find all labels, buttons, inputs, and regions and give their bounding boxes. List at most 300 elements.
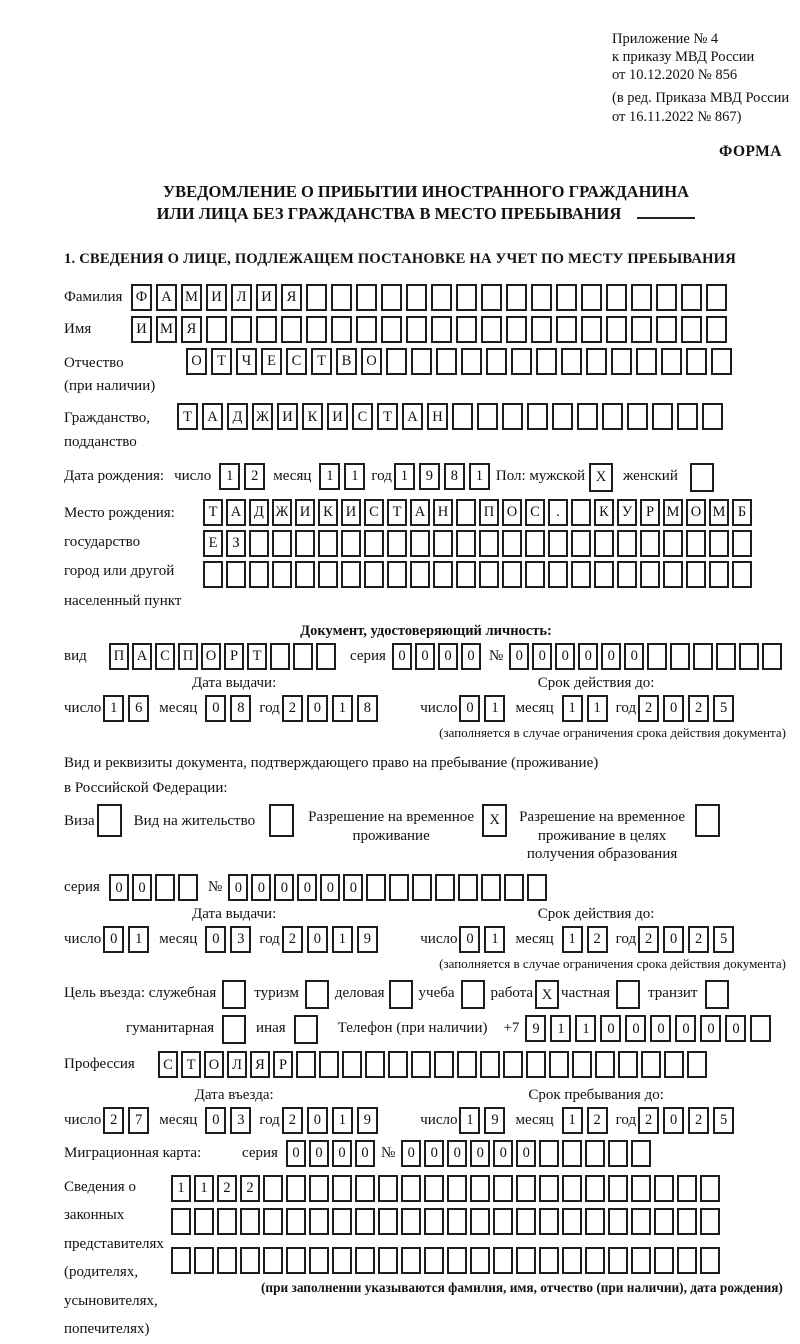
form-cell: 9 — [525, 1015, 546, 1042]
identity-doc-heading: Документ, удостоверяющий личность: — [300, 622, 552, 639]
form-cell: 1 — [484, 926, 505, 953]
form-cell — [536, 348, 557, 375]
form-cell — [606, 284, 627, 311]
form-cell: 1 — [128, 926, 149, 953]
form-cell: И — [206, 284, 227, 311]
form-cell — [656, 316, 677, 343]
form-cell: 8 — [444, 463, 465, 490]
form-cell — [611, 348, 632, 375]
appendix-line-3: от 10.12.2020 № 856 — [612, 67, 738, 84]
appendix-header — [612, 30, 790, 161]
residence-valid-month-cells — [562, 926, 608, 953]
legal-reps-row-1-cells — [171, 1175, 720, 1202]
doc-number-label: № — [488, 647, 504, 664]
residence-doc-dates — [64, 905, 788, 972]
year-label: год — [259, 699, 280, 716]
form-cell: X — [589, 463, 613, 492]
form-cell: М — [156, 316, 177, 343]
form-cell — [504, 874, 524, 901]
stay-until-block — [404, 1086, 788, 1134]
form-cell — [461, 348, 482, 375]
temp-residence-permit-line-1: Разрешение на временное — [308, 808, 475, 825]
form-cell — [269, 804, 294, 837]
form-cell — [693, 643, 713, 670]
form-cell: 1 — [103, 695, 124, 722]
form-cell — [585, 1208, 605, 1235]
birth-place-row-2-cells — [203, 530, 752, 557]
form-cell — [316, 643, 336, 670]
form-cell — [652, 403, 673, 430]
form-cell — [617, 561, 637, 588]
form-cell — [594, 530, 614, 557]
form-cell — [456, 530, 476, 557]
form-cell — [341, 530, 361, 557]
form-cell — [677, 1247, 697, 1274]
form-cell — [194, 1247, 214, 1274]
form-cell — [406, 316, 427, 343]
form-cell — [381, 316, 402, 343]
edu-residence-permit-line-1: Разрешение на временное — [519, 808, 686, 825]
purpose-transit-label: транзит — [648, 985, 698, 1002]
legal-reps-section — [64, 1173, 788, 1344]
legal-reps-label — [64, 1173, 171, 1344]
form-cell — [240, 1208, 260, 1235]
stay-year-cells — [638, 1107, 734, 1134]
form-cell — [486, 348, 507, 375]
residence-validity-note: (заполняется в случае ограничения срока действия документа) — [439, 955, 786, 971]
form-cell: 2 — [282, 695, 303, 722]
form-cell: 0 — [493, 1140, 513, 1167]
form-cell — [686, 561, 706, 588]
form-cell — [293, 643, 313, 670]
identity-valid-year-cells — [638, 695, 734, 722]
form-cell — [461, 980, 485, 1009]
form-cell: Я — [281, 284, 302, 311]
form-cell: 0 — [132, 874, 152, 901]
form-cell: 0 — [625, 1015, 646, 1042]
form-cell — [479, 530, 499, 557]
day-label: число — [420, 1111, 458, 1128]
form-cell — [479, 561, 499, 588]
form-cell: Д — [249, 499, 269, 526]
form-cell: 1 — [469, 463, 490, 490]
phone-prefix: +7 — [503, 1020, 520, 1037]
form-cell — [556, 284, 577, 311]
form-cell — [531, 316, 552, 343]
form-cell: Т — [377, 403, 398, 430]
form-cell: О — [361, 348, 382, 375]
form-cell — [681, 284, 702, 311]
sex-female-label: женский — [623, 467, 678, 484]
form-cell — [456, 316, 477, 343]
form-cell: А — [202, 403, 223, 430]
patronymic-cells — [186, 348, 732, 375]
form-cell: 7 — [128, 1107, 149, 1134]
identity-issue-day-cells — [103, 695, 149, 722]
phone-cells — [525, 1015, 771, 1042]
form-cell — [458, 874, 478, 901]
form-cell — [171, 1247, 191, 1274]
form-cell: 5 — [713, 695, 734, 722]
form-cell: 0 — [332, 1140, 352, 1167]
sex-male-checkbox — [589, 463, 613, 492]
form-cell — [332, 1247, 352, 1274]
form-cell — [531, 284, 552, 311]
entry-year-cells — [282, 1107, 378, 1134]
birth-date-label: Дата рождения: — [64, 467, 165, 484]
form-cell: О — [502, 499, 522, 526]
form-cell — [677, 1175, 697, 1202]
form-cell — [305, 980, 329, 1009]
form-cell — [525, 561, 545, 588]
birth-day-label: число — [174, 467, 212, 484]
form-cell: Т — [181, 1051, 201, 1078]
citizenship-label — [64, 403, 177, 454]
form-cell — [318, 561, 338, 588]
form-cell — [663, 561, 683, 588]
form-cell: К — [302, 403, 323, 430]
form-cell: А — [132, 643, 152, 670]
form-cell — [222, 980, 246, 1009]
form-cell: В — [336, 348, 357, 375]
form-cell — [525, 530, 545, 557]
form-cell — [406, 284, 427, 311]
stay-until-heading: Срок пребывания до: — [528, 1087, 664, 1104]
form-cell: С — [155, 643, 175, 670]
form-cell: Л — [227, 1051, 247, 1078]
identity-issue-heading: Дата выдачи: — [192, 674, 277, 691]
form-cell: П — [109, 643, 129, 670]
form-cell — [527, 403, 548, 430]
form-cell: И — [341, 499, 361, 526]
form-cell — [750, 1015, 771, 1042]
form-cell: 0 — [205, 926, 226, 953]
form-cell — [631, 1247, 651, 1274]
form-cell — [706, 284, 727, 311]
form-cell: Л — [231, 284, 252, 311]
identity-issue-year-cells — [282, 695, 378, 722]
form-cell — [705, 980, 729, 1009]
form-cell — [627, 403, 648, 430]
form-cell — [331, 316, 352, 343]
form-cell — [433, 530, 453, 557]
form-cell: 0 — [205, 1107, 226, 1134]
form-cell: Я — [181, 316, 202, 343]
form-cell: 5 — [713, 1107, 734, 1134]
form-cell — [571, 499, 591, 526]
form-cell: М — [181, 284, 202, 311]
surname-label: Фамилия — [64, 288, 123, 305]
form-title-line-1: УВЕДОМЛЕНИЕ О ПРИБЫТИИ ИНОСТРАННОГО ГРАЖДАНИНА — [162, 182, 690, 201]
form-cell: А — [410, 499, 430, 526]
form-cell — [700, 1175, 720, 1202]
form-cell — [355, 1175, 375, 1202]
form-cell — [716, 643, 736, 670]
form-cell — [586, 348, 607, 375]
legal-reps-label-line-1: Сведения о — [64, 1178, 136, 1195]
residence-valid-block — [404, 905, 788, 972]
form-cell — [681, 316, 702, 343]
form-cell — [503, 1051, 523, 1078]
form-cell: 0 — [700, 1015, 721, 1042]
entry-purpose-row-1 — [64, 980, 788, 1009]
form-cell — [356, 316, 377, 343]
residence-doc-intro-line-2: в Российской Федерации: — [64, 780, 228, 797]
form-cell — [178, 874, 198, 901]
purpose-business-checkbox — [389, 980, 413, 1009]
form-cell: 0 — [309, 1140, 329, 1167]
form-cell — [424, 1247, 444, 1274]
form-cell: 1 — [332, 695, 353, 722]
form-cell — [502, 403, 523, 430]
form-cell: Т — [387, 499, 407, 526]
form-cell — [306, 316, 327, 343]
appendix-line-1: Приложение № 4 — [612, 31, 719, 47]
form-cell — [171, 1208, 191, 1235]
form-cell: 0 — [424, 1140, 444, 1167]
migration-card-label: Миграционная карта: — [64, 1144, 202, 1161]
purpose-study-checkbox — [461, 980, 485, 1009]
form-cell: 2 — [240, 1175, 260, 1202]
migration-number-label: № — [380, 1144, 396, 1161]
month-label: месяц — [515, 699, 554, 716]
form-cell — [341, 561, 361, 588]
legal-reps-label-line-6: попечителях) — [64, 1321, 150, 1338]
profession-cells — [158, 1051, 707, 1078]
form-cell: 1 — [575, 1015, 596, 1042]
purpose-private-label: частная — [561, 985, 611, 1002]
day-label: число — [64, 699, 102, 716]
form-cell — [595, 1051, 615, 1078]
form-cell — [387, 561, 407, 588]
birth-month-cells — [319, 463, 365, 490]
year-label: год — [615, 930, 637, 947]
form-cell: 0 — [459, 926, 480, 953]
form-cell — [686, 348, 707, 375]
form-cell — [663, 530, 683, 557]
form-cell — [356, 284, 377, 311]
residence-doc-intro — [64, 751, 788, 802]
form-cell: 0 — [392, 643, 412, 670]
doc-series-label: серия — [350, 647, 386, 664]
form-cell: 1 — [562, 926, 583, 953]
form-cell — [222, 1015, 246, 1044]
form-cell — [332, 1175, 352, 1202]
form-cell — [571, 530, 591, 557]
form-cell — [456, 284, 477, 311]
birth-place-rows — [203, 499, 788, 594]
residence-permit-checkbox — [269, 804, 294, 837]
form-cell: 2 — [638, 926, 659, 953]
form-cell: И — [327, 403, 348, 430]
form-cell — [263, 1208, 283, 1235]
form-cell: 1 — [550, 1015, 571, 1042]
form-cell — [447, 1247, 467, 1274]
form-cell — [585, 1247, 605, 1274]
form-cell: 0 — [470, 1140, 490, 1167]
form-cell — [366, 874, 386, 901]
form-cell — [732, 561, 752, 588]
form-cell: 8 — [357, 695, 378, 722]
purpose-transit-checkbox — [705, 980, 729, 1009]
form-cell: 9 — [419, 463, 440, 490]
form-cell — [608, 1247, 628, 1274]
form-cell — [410, 530, 430, 557]
form-cell — [410, 561, 430, 588]
form-cell — [616, 980, 640, 1009]
form-cell: 1 — [459, 1107, 480, 1134]
form-cell — [435, 874, 455, 901]
form-cell: 2 — [244, 463, 265, 490]
form-cell — [548, 530, 568, 557]
form-cell: 9 — [484, 1107, 505, 1134]
form-cell — [272, 561, 292, 588]
birth-year-label: год — [371, 467, 392, 484]
form-cell: Т — [211, 348, 232, 375]
form-cell: 0 — [663, 1107, 684, 1134]
form-cell — [732, 530, 752, 557]
form-cell — [203, 561, 223, 588]
form-cell — [286, 1208, 306, 1235]
form-cell: Я — [250, 1051, 270, 1078]
form-cell — [562, 1175, 582, 1202]
form-cell: 5 — [713, 926, 734, 953]
form-cell: О — [201, 643, 221, 670]
form-cell: 1 — [562, 695, 583, 722]
form-cell: Т — [177, 403, 198, 430]
year-label: год — [259, 1111, 280, 1128]
form-cell — [424, 1208, 444, 1235]
form-cell — [231, 316, 252, 343]
form-cell: 3 — [230, 926, 251, 953]
month-label: месяц — [515, 930, 554, 947]
form-cell — [618, 1051, 638, 1078]
entry-purpose-official-label: Цель въезда: служебная — [64, 985, 217, 1002]
form-cell — [631, 316, 652, 343]
form-cell: 0 — [307, 695, 328, 722]
legal-reps-note: (при заполнении указываются фамилия, имя, отчество (при наличии), дата рождения) — [261, 1280, 783, 1296]
form-cell — [481, 284, 502, 311]
form-cell — [263, 1247, 283, 1274]
form-cell: 6 — [128, 695, 149, 722]
purpose-humanitarian-checkbox — [222, 1015, 246, 1044]
form-cell — [511, 348, 532, 375]
form-cell — [700, 1208, 720, 1235]
form-cell: 2 — [688, 695, 709, 722]
residence-series-cells — [109, 874, 198, 901]
form-cell: 2 — [282, 1107, 303, 1134]
form-title-line-2: ИЛИ ЛИЦА БЕЗ ГРАЖДАНСТВА В МЕСТО ПРЕБЫВАНИЯ — [156, 204, 622, 224]
form-cell: Р — [273, 1051, 293, 1078]
profession-label: Профессия — [64, 1056, 135, 1073]
form-cell: 9 — [357, 926, 378, 953]
form-cell — [739, 643, 759, 670]
birth-day-cells — [219, 463, 265, 490]
form-cell: 2 — [587, 926, 608, 953]
form-cell — [401, 1175, 421, 1202]
form-cell — [677, 403, 698, 430]
birth-place-label — [64, 499, 203, 616]
birth-place-row-1-cells — [203, 499, 752, 526]
edu-residence-permit-line-2: проживание в целях — [537, 827, 667, 844]
form-cell: К — [594, 499, 614, 526]
form-cell: 1 — [219, 463, 240, 490]
form-cell: О — [204, 1051, 224, 1078]
day-label: число — [64, 930, 102, 947]
form-cell: Т — [311, 348, 332, 375]
form-cell: Ж — [252, 403, 273, 430]
form-cell: 0 — [307, 1107, 328, 1134]
residence-issue-heading: Дата выдачи: — [192, 906, 277, 923]
residence-valid-year-cells — [638, 926, 734, 953]
form-cell — [155, 874, 175, 901]
legal-reps-row-2-cells — [171, 1208, 720, 1235]
identity-valid-block — [404, 674, 788, 741]
entry-stay-dates — [64, 1086, 788, 1134]
form-cell — [364, 530, 384, 557]
form-cell — [661, 348, 682, 375]
form-cell: Т — [203, 499, 223, 526]
legal-reps-label-line-2: законных — [64, 1207, 125, 1224]
form-cell — [364, 561, 384, 588]
form-cell — [640, 530, 660, 557]
legal-reps-label-line-3: представителях — [64, 1235, 164, 1252]
form-cell — [447, 1208, 467, 1235]
form-cell: Е — [203, 530, 223, 557]
form-cell: А — [402, 403, 423, 430]
form-cell: 1 — [319, 463, 340, 490]
form-cell: 0 — [663, 695, 684, 722]
form-cell — [431, 284, 452, 311]
day-label: число — [64, 1111, 102, 1128]
form-cell — [401, 1247, 421, 1274]
form-cell — [526, 1051, 546, 1078]
birth-month-label: месяц — [273, 467, 312, 484]
form-cell: 1 — [484, 695, 505, 722]
form-cell: Д — [227, 403, 248, 430]
form-cell — [608, 1175, 628, 1202]
form-cell — [296, 1051, 316, 1078]
form-cell — [97, 804, 122, 837]
purpose-business-label: деловая — [334, 985, 385, 1002]
form-cell: И — [256, 284, 277, 311]
residence-issue-block — [64, 905, 404, 972]
form-cell: 0 — [600, 1015, 621, 1042]
form-cell: И — [131, 316, 152, 343]
surname-cells — [131, 284, 727, 311]
form-cell — [217, 1208, 237, 1235]
form-cell: 0 — [532, 643, 552, 670]
form-cell — [581, 316, 602, 343]
form-cell — [506, 316, 527, 343]
doc-type-cells — [109, 643, 336, 670]
appendix-edition-line-2: от 16.11.2022 № 867) — [612, 108, 742, 125]
form-cell: Ф — [131, 284, 152, 311]
form-cell — [309, 1175, 329, 1202]
purpose-study-label: учеба — [418, 985, 455, 1002]
form-cell — [762, 643, 782, 670]
citizenship-cells — [177, 403, 723, 430]
form-cell — [656, 284, 677, 311]
form-cell — [556, 316, 577, 343]
stay-day-cells — [459, 1107, 505, 1134]
doc-number-cells — [509, 643, 782, 670]
form-cell — [226, 561, 246, 588]
form-cell: У — [617, 499, 637, 526]
form-cell — [481, 874, 501, 901]
form-cell — [636, 348, 657, 375]
form-cell: 2 — [638, 1107, 659, 1134]
